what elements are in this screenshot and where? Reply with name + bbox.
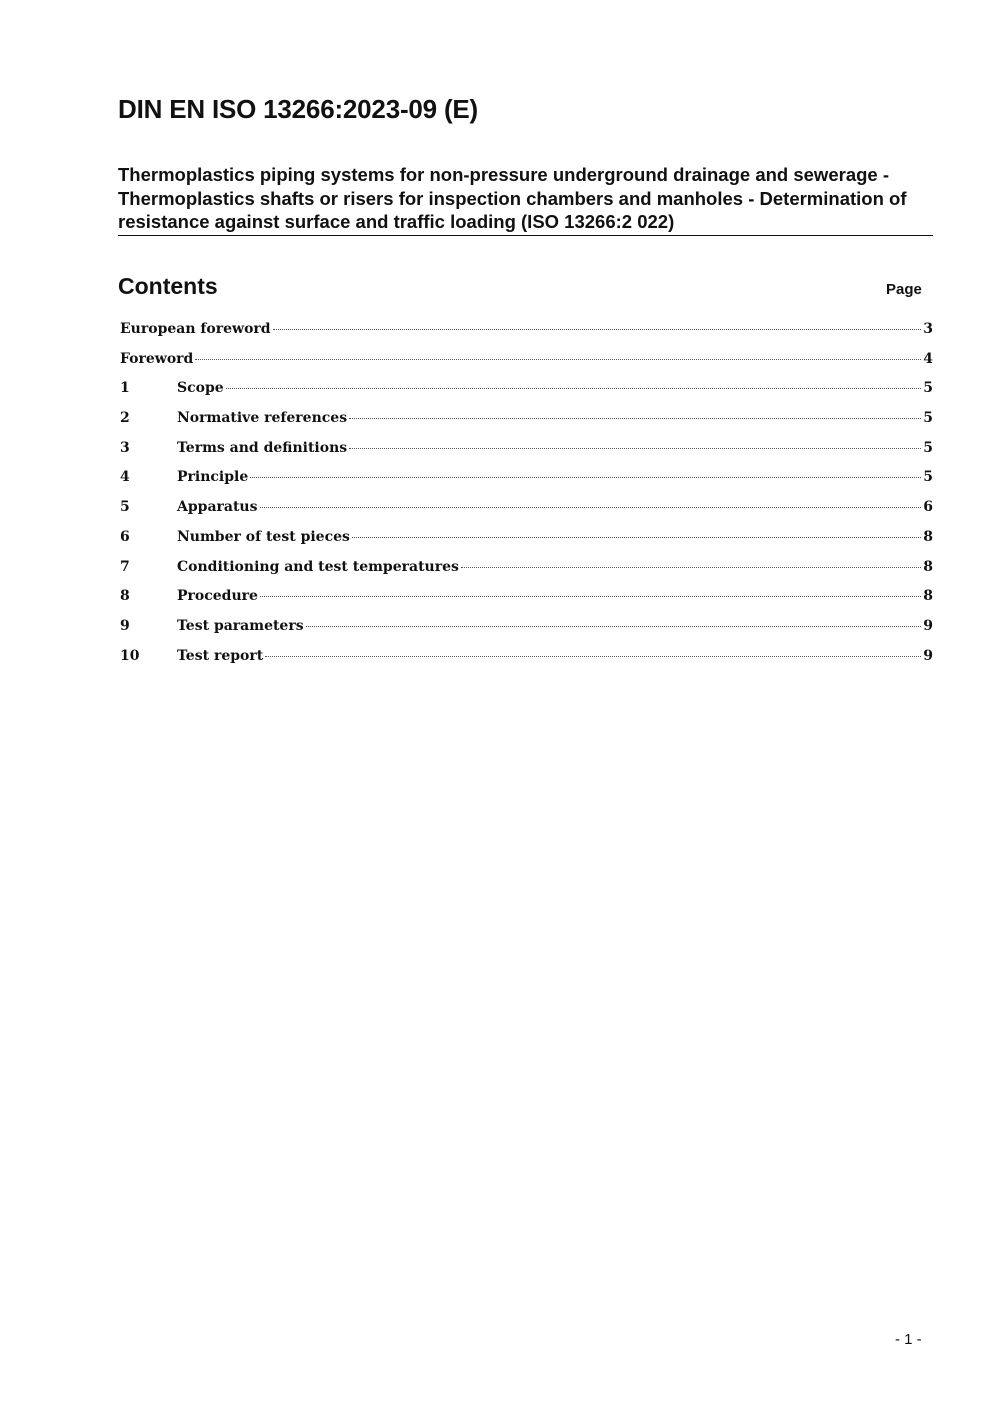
toc-entry-page[interactable]: 8 (923, 588, 933, 605)
toc-leader-dots (461, 567, 921, 568)
toc-entry-page[interactable]: 8 (923, 528, 933, 545)
toc-entry-label[interactable]: Normative references (177, 410, 348, 427)
toc-entry-page[interactable]: 5 (923, 439, 933, 456)
toc-leader-dots (250, 477, 921, 478)
toc-leader-dots (352, 537, 921, 538)
toc-leader-dots (260, 596, 921, 597)
toc-entry-number: 1 (120, 380, 130, 397)
toc-entry-test-report[interactable] (120, 644, 933, 674)
toc-entry-page[interactable]: 5 (923, 469, 933, 486)
toc-entry-number: 2 (120, 410, 130, 427)
toc-leader-dots (306, 626, 922, 627)
toc-leader-dots (265, 656, 921, 657)
toc-entry-foreword[interactable] (120, 347, 933, 377)
toc-entry-principle[interactable] (120, 465, 933, 495)
toc-entry-terms-and-definitions[interactable] (120, 436, 933, 466)
document-id: DIN EN ISO 13266:2023-09 (E) (118, 94, 479, 124)
toc-entry-procedure[interactable] (120, 584, 933, 614)
toc-entry-number-of-test-pieces[interactable] (120, 525, 933, 555)
document-title: Thermoplastics piping systems for non-pressure underground drainage and sewerage - Thermoplastics shafts or risers for inspection chambers and manholes - Determination of resistance against surface and traffic loading (ISO 13266:2 022) (118, 163, 933, 236)
toc-leader-dots (349, 448, 921, 449)
toc-entry-apparatus[interactable] (120, 495, 933, 525)
toc-entry-number: 5 (120, 499, 130, 516)
toc-entry-label[interactable]: Principle (177, 469, 249, 486)
toc-entry-label[interactable]: Apparatus (177, 499, 258, 516)
toc-entry-conditioning-and-test-temperatures[interactable] (120, 555, 933, 585)
toc-entry-number: 7 (120, 558, 130, 575)
toc-leader-dots (226, 388, 922, 389)
toc-leader-dots (273, 329, 922, 330)
toc-entry-page[interactable]: 4 (923, 350, 933, 367)
toc-entry-european-foreword[interactable] (120, 317, 933, 347)
toc-entry-page[interactable]: 6 (923, 499, 933, 516)
toc-entry-page[interactable]: 9 (923, 617, 933, 634)
toc-entry-test-parameters[interactable] (120, 614, 933, 644)
toc-entry-label[interactable]: Terms and definitions (177, 439, 348, 456)
toc-entry-label[interactable]: Conditioning and test temperatures (177, 558, 459, 575)
toc-entry-number: 6 (120, 528, 130, 545)
toc-entry-number: 9 (120, 617, 130, 634)
toc-entry-page[interactable]: 5 (923, 410, 933, 427)
toc-entry-page[interactable]: 9 (923, 647, 933, 664)
toc-entry-number: 3 (120, 439, 130, 456)
toc-leader-dots (260, 507, 922, 508)
page-number: - 1 - (895, 1331, 922, 1348)
toc-entry-label[interactable]: Foreword (120, 350, 194, 367)
toc-entry-number: 4 (120, 469, 130, 486)
toc-entry-scope[interactable] (120, 376, 933, 406)
toc-entry-number: 10 (120, 647, 140, 664)
table-of-contents (120, 317, 933, 673)
page-column-heading: Page (886, 281, 922, 298)
toc-entry-page[interactable]: 5 (923, 380, 933, 397)
toc-entry-normative-references[interactable] (120, 406, 933, 436)
toc-entry-label[interactable]: Number of test pieces (177, 528, 350, 545)
toc-leader-dots (349, 418, 921, 419)
toc-entry-label[interactable]: Test report (177, 647, 264, 664)
toc-entry-page[interactable]: 3 (923, 321, 933, 337)
toc-entry-page[interactable]: 8 (923, 558, 933, 575)
toc-entry-label[interactable]: Procedure (177, 588, 258, 605)
toc-entry-label[interactable]: European foreword (120, 321, 271, 337)
toc-entry-label[interactable]: Scope (177, 380, 224, 397)
contents-heading: Contents (118, 273, 218, 299)
toc-entry-label[interactable]: Test parameters (177, 617, 304, 634)
toc-entry-number: 8 (120, 588, 130, 605)
toc-leader-dots (195, 359, 921, 360)
